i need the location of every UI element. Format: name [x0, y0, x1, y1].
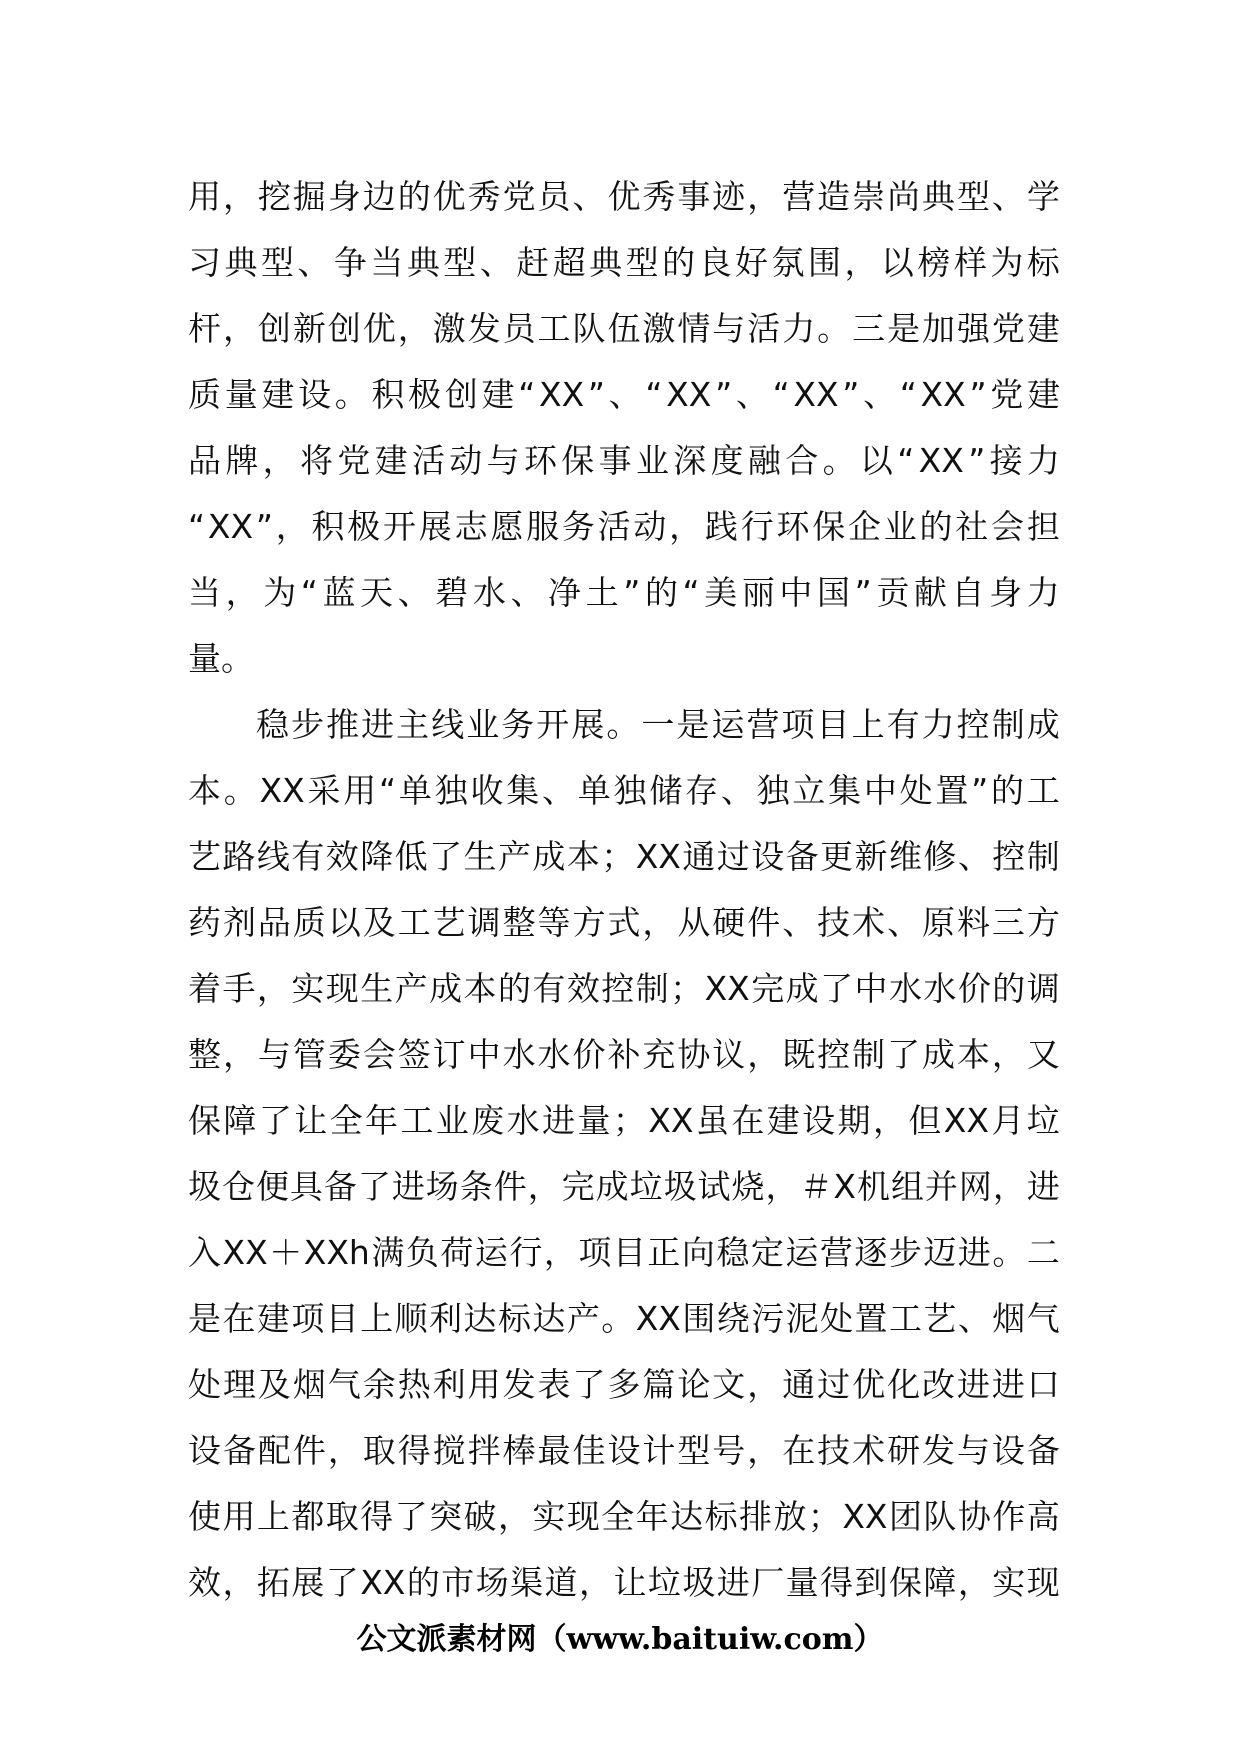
text-line: 艺 路 线 有 效 降 低 了 生 产 成 本 ； XX 通 过 设 备 更 新 维 修 、 控 制 — [188, 837, 1060, 876]
text-line: 是 在 建 项 目 上 顺 利 达 标 达 产 。 XX 围 绕 污 泥 处 置 工 艺 、 烟 气 — [188, 1299, 1060, 1338]
text-line: 设 备 配 件 ， 取 得 搅 拌 棒 最 佳 设 计 型 号 ， 在 技 术 研 发 与 设 备 — [188, 1431, 1060, 1470]
text-line: 量。 — [188, 639, 254, 678]
body-text — [188, 164, 1060, 1616]
text-line: 习 典 型 、 争 当 典 型 、 赶 超 典 型 的 良 好 氛 围 ， 以 榜 样 为 标 — [188, 243, 1060, 282]
text-line: 整 ， 与 管 委 会 签 订 中 水 水 价 补 充 协 议 ， 既 控 制 了 成 本 ， 又 — [188, 1035, 1060, 1074]
text-line: 品 牌 ， 将 党 建 活 动 与 环 保 事 业 深 度 融 合 。 以 “ XX ” 接 力 — [188, 441, 1060, 480]
text-line: 使 用 上 都 取 得 了 突 破 ， 实 现 全 年 达 标 排 放 ； XX 团 队 协 作 高 — [188, 1497, 1060, 1536]
text-line: 质 量 建 设 。 积 极 创 建 “ XX ” 、 “ XX ” 、 “ XX ” 、 “ XX ” 党 建 — [188, 375, 1060, 414]
text-line: 保 障 了 让 全 年 工 业 废 水 进 量 ； XX 虽 在 建 设 期 ， 但 XX 月 垃 — [188, 1101, 1060, 1140]
text-line: 稳 步 推 进 主 线 业 务 开 展 。 一 是 运 营 项 目 上 有 力 控 制 成 — [256, 705, 1060, 744]
text-line: 当 ， 为 “ 蓝 天 、 碧 水 、 净 土 ” 的 “ 美 丽 中 国 ” 贡 献 自 身 力 — [188, 573, 1060, 612]
footer-watermark: 公文派素材网（www.baituiw.com） — [356, 1622, 884, 1657]
text-line: 圾 仓 便 具 备 了 进 场 条 件 ， 完 成 垃 圾 试 烧 ， ＃ X 机 组 并 网 ， 进 — [188, 1167, 1060, 1206]
text-line: 效 ， 拓 展 了 XX 的 市 场 渠 道 ， 让 垃 圾 进 厂 量 得 到 保 障 ， 实 现 — [188, 1563, 1060, 1602]
text-line: 处 理 及 烟 气 余 热 利 用 发 表 了 多 篇 论 文 ， 通 过 优 化 改 进 进 口 — [188, 1365, 1060, 1404]
text-line: 入 XX ＋ XXh 满 负 荷 运 行 ， 项 目 正 向 稳 定 运 营 逐 步 迈 进 。 二 — [188, 1233, 1060, 1272]
text-line: 药 剂 品 质 以 及 工 艺 调 整 等 方 式 ， 从 硬 件 、 技 术 、 原 料 三 方 — [188, 903, 1060, 942]
text-line: “ XX ” ， 积 极 开 展 志 愿 服 务 活 动 ， 践 行 环 保 企 业 的 社 会 担 — [188, 507, 1060, 546]
text-line: 用 ， 挖 掘 身 边 的 优 秀 党 员 、 优 秀 事 迹 ， 营 造 崇 尚 典 型 、 学 — [188, 177, 1060, 216]
text-line: 杆 ， 创 新 创 优 ， 激 发 员 工 队 伍 激 情 与 活 力 。 三 是 加 强 党 建 — [188, 309, 1060, 348]
text-line: 本 。 XX 采 用 “ 单 独 收 集 、 单 独 储 存 、 独 立 集 中 处 置 ” 的 工 — [188, 771, 1060, 810]
text-line: 着 手 ， 实 现 生 产 成 本 的 有 效 控 制 ； XX 完 成 了 中 水 水 价 的 调 — [188, 969, 1060, 1008]
